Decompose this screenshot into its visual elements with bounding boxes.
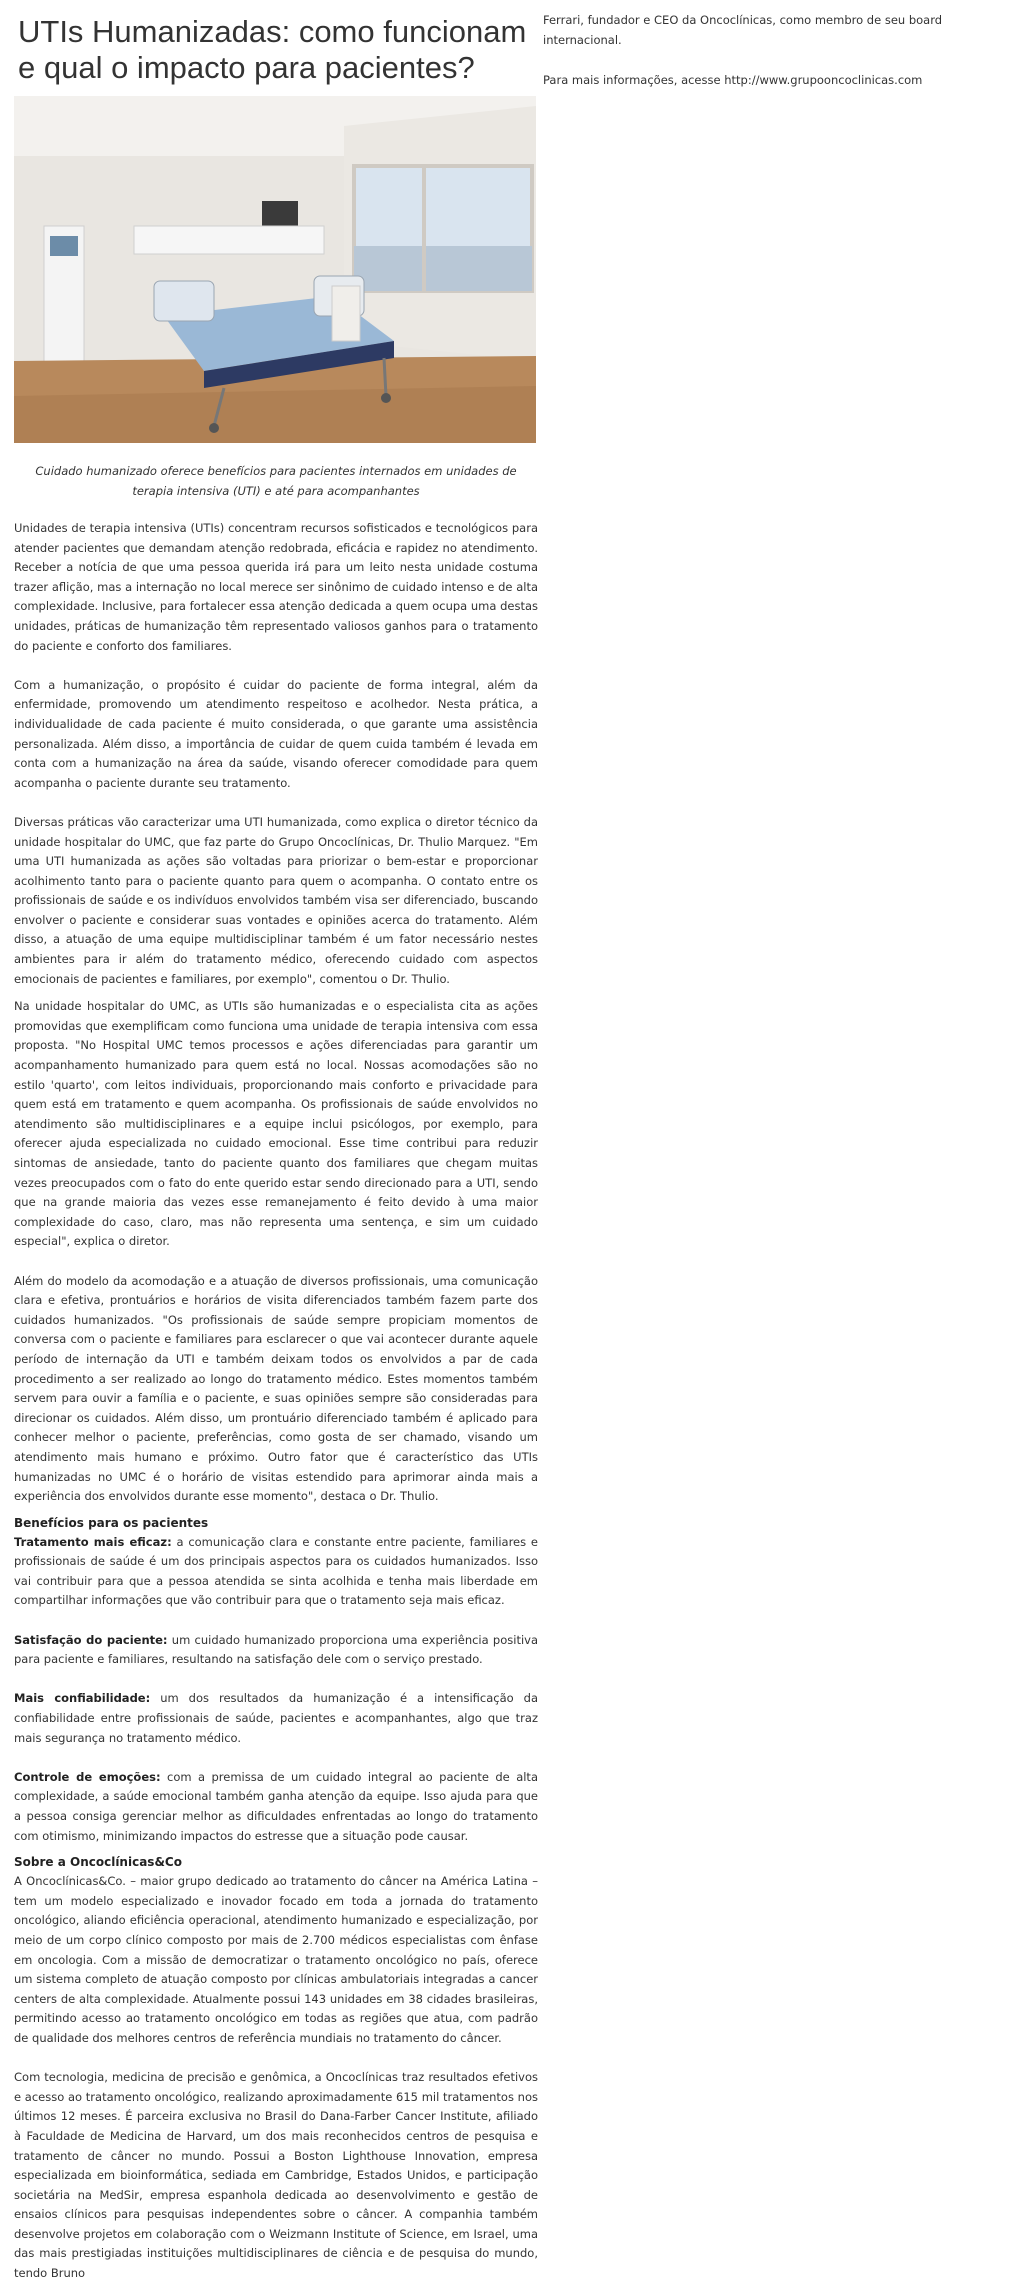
benefit-text: um cuidado humanizado proporciona uma experiência positiva para paciente e familiares, resultando na satisfação dele com o serviço prestado. bbox=[14, 1632, 538, 1667]
paragraph: Além do modelo da acomodação e a atuação de diversos profissionais, uma comunicação clara e efetiva, prontuários e horários de visita diferenciados também fazem parte dos cuidados humanizados. "Os profissionais de saúde sempre propiciam momentos de conversa com o paciente e familiares para esclarecer o que vai acontecer durante aquele período de internação da UTI e também deixam todos os envolvidos a par de cada procedimento a ser realizado ao longo do tratamento médico. Estes momentos também servem para ouvir a família e o paciente, e suas opiniões sempre são consideradas para direcionar os cuidados. Além disso, um prontuário diferenciado também é aplicado para conhecer melhor o paciente, preferências, como gosta de ser chamado, visando um atendimento mais humano e próximo. Outro fator que é característico das UTIs humanizadas no UMC é o horário de visitas estendido para aprimorar ainda mais a experiência dos envolvidos durante esse momento", destaca o Dr. Thulio. bbox=[14, 1273, 538, 1504]
about-heading: Sobre a Oncoclínicas&Co bbox=[14, 1855, 182, 1870]
paragraph: Unidades de terapia intensiva (UTIs) concentram recursos sofisticados e tecnológicos para atender pacientes que demandam atenção redobrada, eficácia e rapidez no atendimento. Receber a notícia de que uma pessoa querida irá para um leito nesta unidade costuma trazer aflição, mas a internação no local merece ser sinônimo de cuidado intenso e de alta complexidade. Inclusive, para fortalecer essa atenção dedicada a quem ocupa uma destas unidades, práticas de humanização têm representado valiosos ganhos para o tratamento do paciente e conforto dos familiares. bbox=[14, 521, 538, 653]
benefit-text: com a premissa de um cuidado integral ao paciente de alta complexidade, a saúde emocional também ganha atenção da equipe. Isso ajuda para que a pessoa consiga gerenciar melhor as dificuldades enfrentadas ao longo do tratamento com otimismo, minimizando impactos do estresse que a situação pode causar. bbox=[14, 1769, 538, 1843]
paragraph: Com tecnologia, medicina de precisão e genômica, a Oncoclínicas traz resultados efetivos e acesso ao tratamento oncológico, realizando aproximadamente 615 mil tratamentos nos últimos 12 meses. É parceira exclusiva no Brasil do Dana-Farber Cancer Institute, afiliado à Faculdade de Medicina de Harvard, um dos mais reconhecidos centros de pesquisa e tratamento de câncer no mundo. Possui a Boston Lighthouse Innovation, empresa especializada em bioinformática, sediada em Cambridge, Estados Unidos, e participação societária na MedSir, empresa espanhola dedicada ao desenvolvimento e gestão de ensaios clínicos para pesquisas independentes sobre o câncer. A companhia também desenvolve projetos em colaboração com o Weizmann Institute of Science, em Israel, uma das mais prestigiadas instituições multidisciplinares de ciência e de pesquisa do mundo, tendo Bruno bbox=[14, 2070, 538, 2281]
icu-room-illustration bbox=[14, 96, 536, 443]
image-caption: Cuidado humanizado oferece benefícios para pacientes internados em unidades de terapia intensiva (UTI) e até para acompanhantes bbox=[35, 464, 517, 498]
benefit-text: a comunicação clara e constante entre paciente, familiares e profissionais de saúde é um dos principais aspectos para os cuidados humanizados. Isso vai contribuir para que a pessoa atendida se sinta acolhida e tenha mais liberdade em compartilhar informações que vão contribuir para que o tratamento seja mais eficaz. bbox=[14, 1534, 538, 1608]
more-info-text: Para mais informações, acesse http://www.grupooncoclinicas.com bbox=[543, 73, 923, 87]
benefit-item bbox=[14, 1533, 538, 1611]
paragraph: Na unidade hospitalar do UMC, as UTIs são humanizadas e o especialista cita as ações promovidas que exemplificam como funciona uma unidade de terapia intensiva com essa proposta. "No Hospital UMC temos processos e ações diferenciadas para garantir um acompanhamento humanizado para quem está no local. Nossas acomodações são no estilo 'quarto', com leitos individuais, proporcionando mais conforto e privacidade para quem está em tratamento e quem acompanha. Os profissionais de saúde envolvidos no atendimento são multidisciplinares e a equipe inclui psicólogos, por exemplo, para oferecer ajuda especializada no cuidado emocional. Esse time contribui para reduzir sintomas de ansiedade, tanto do paciente quanto dos familiares que chegam muitas vezes preocupados com o fato do ente querido estar sendo direcionado para a UTI, sendo que na grande maioria das vezes esse remanejamento é feito devido à uma maior complexidade do caso, claro, mas não representa uma sentença, e sim um cuidado especial", explica o diretor. bbox=[14, 999, 538, 1249]
paragraph: A Oncoclínicas&Co. – maior grupo dedicado ao tratamento do câncer na América Latina – tem um modelo especializado e inovador focado em toda a jornada do tratamento oncológico, aliando eficiência operacional, atendimento humanizado e especialização, por meio de um corpo clínico composto por mais de 2.700 médicos especialistas com ênfase em oncologia. Com a missão de democratizar o tratamento oncológico no país, oferece um sistema completo de atuação composto por clínicas ambulatoriais integradas a cancer centers de alta complexidade. Atualmente possui 143 unidades em 38 cidades brasileiras, permitindo acesso ao tratamento oncológico em todas as regiões que atua, com padrão de qualidade dos melhores centros de referência mundiais no tratamento do câncer. bbox=[14, 1874, 538, 2045]
benefit-item bbox=[14, 1689, 538, 1748]
benefit-text: um dos resultados da humanização é a intensificação da confiabilidade entre profissionais de saúde, pacientes e acompanhantes, algo que traz mais segurança no tratamento médico. bbox=[14, 1691, 538, 1745]
continuation-text: Ferrari, fundador e CEO da Oncoclínicas, como membro de seu board internacional. bbox=[543, 13, 943, 47]
article-body bbox=[14, 519, 538, 2284]
article-column bbox=[14, 0, 538, 2284]
benefit-label: Controle de emoções: bbox=[14, 1769, 161, 1784]
paragraph: Com a humanização, o propósito é cuidar do paciente de forma integral, além da enfermidade, promovendo um atendimento respeitoso e acolhedor. Nesta prática, a individualidade de cada paciente é muito considerada, o que garante uma assistência personalizada. Além disso, a importância de cuidar de quem cuida também é levada em conta com a humanização na área da saúde, visando oferecer comodidade para quem acompanha o paciente durante seu tratamento. bbox=[14, 677, 538, 790]
benefit-label: Mais confiabilidade: bbox=[14, 1691, 151, 1706]
benefit-label: Satisfação do paciente: bbox=[14, 1632, 168, 1647]
paragraph: Diversas práticas vão caracterizar uma UTI humanizada, como explica o diretor técnico da unidade hospitalar do UMC, que faz parte do Grupo Oncoclínicas, Dr. Thulio Marquez. "Em uma UTI humanizada as ações são voltadas para priorizar o bem-estar e proporcionar acolhimento tanto para o paciente quanto para quem o acompanha. O contato entre os profissionais de saúde e os indivíduos envolvidos também visa ser diferenciado, buscando envolver o paciente e considerar suas vontades e opiniões acerca do tratamento. Além disso, a atuação de uma equipe multidisciplinar também é um fator necessário nestes ambientes para ir além do tratamento médico, oferecendo cuidado com aspectos emocionais de pacientes e familiares, por exemplo", comentou o Dr. Thulio. bbox=[14, 814, 538, 986]
article-title: UTIs Humanizadas: como funcionam e qual o impacto para pacientes? bbox=[18, 14, 527, 85]
benefit-label: Tratamento mais eficaz: bbox=[14, 1534, 172, 1549]
benefit-item bbox=[14, 1631, 538, 1670]
benefit-item bbox=[14, 1768, 538, 1846]
benefits-heading: Benefícios para os pacientes bbox=[14, 1515, 209, 1530]
article-image bbox=[14, 96, 536, 443]
continuation-column bbox=[543, 0, 1023, 90]
